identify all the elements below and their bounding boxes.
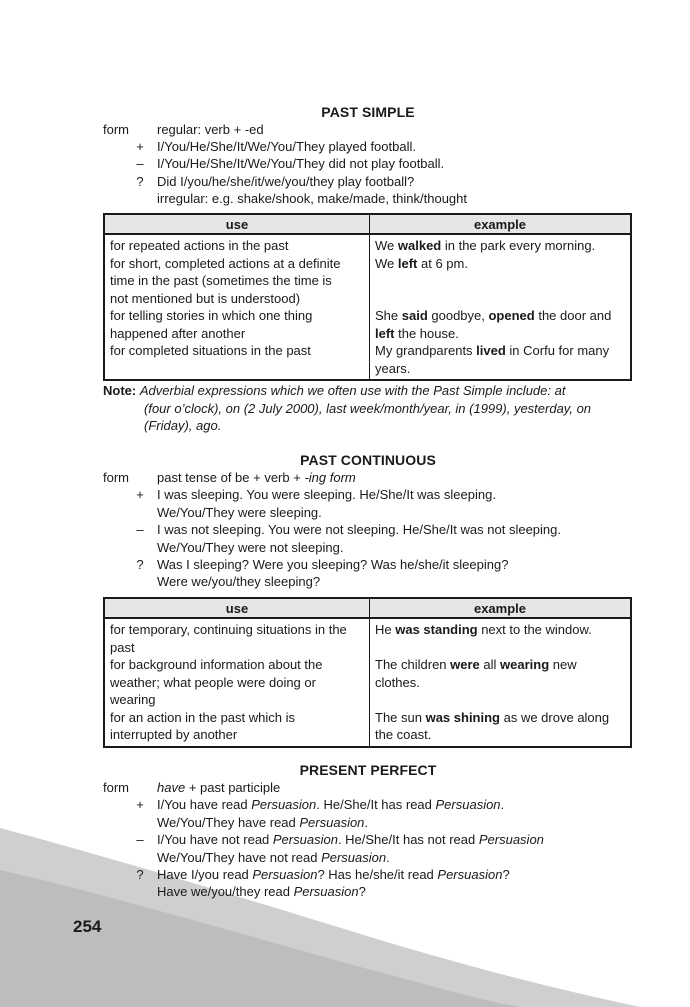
use-line: for short, completed actions at a definite bbox=[110, 255, 341, 271]
example-line: years. bbox=[375, 360, 411, 376]
use-line: happened after another bbox=[110, 325, 246, 341]
example-sentence: We/You/They have read Persuasion. bbox=[157, 815, 369, 830]
note-line: (Friday), ago. bbox=[144, 418, 222, 433]
past-simple-note bbox=[103, 382, 623, 435]
example-sentence: Have we/you/they read Persuasion? bbox=[157, 884, 366, 899]
example-line: We walked in the park every morning. bbox=[375, 238, 596, 253]
plus-symbol: + bbox=[136, 797, 144, 812]
spacer-line bbox=[375, 272, 625, 290]
present-perfect-title: PRESENT PERFECT bbox=[299, 762, 437, 778]
use-line: for telling stories in which one thing bbox=[110, 308, 313, 323]
spacer-line bbox=[375, 691, 625, 709]
page-number: 254 bbox=[73, 917, 102, 936]
example-sentence: I/You have read Persuasion. He/She/It has read Persuasion. bbox=[157, 797, 505, 812]
use-line: time in the past (sometimes the time is bbox=[110, 273, 332, 288]
example-sentence: I was sleeping. You were sleeping. He/She/It was sleeping. bbox=[157, 487, 496, 502]
minus-symbol: – bbox=[136, 156, 144, 171]
use-line: for repeated actions in the past bbox=[110, 238, 289, 253]
minus-symbol: – bbox=[136, 522, 144, 537]
column-header-use: use bbox=[104, 214, 370, 234]
past-simple-table bbox=[103, 213, 632, 381]
spacer-line bbox=[375, 290, 625, 308]
plus-symbol: + bbox=[136, 487, 144, 502]
past-continuous-table bbox=[103, 597, 632, 748]
example-line: left the house. bbox=[375, 325, 459, 341]
example-sentence: Have I/you read Persuasion? Has he/she/it read Persuasion? bbox=[157, 867, 510, 882]
example-cell bbox=[370, 618, 632, 747]
example-sentence: Were we/you/they sleeping? bbox=[157, 574, 321, 589]
plus-symbol: + bbox=[136, 139, 144, 154]
example-cell bbox=[370, 234, 632, 380]
use-line: for an action in the past which is bbox=[110, 709, 295, 725]
form-text: past tense of be + verb + -ing form bbox=[157, 470, 356, 485]
form-label: form bbox=[103, 122, 129, 137]
example-line: She said goodbye, opened the door and bbox=[375, 308, 612, 323]
use-cell bbox=[104, 618, 370, 747]
example-sentence: We/You/They have not read Persuasion. bbox=[157, 850, 390, 865]
example-sentence: We/You/They were not sleeping. bbox=[157, 540, 344, 555]
use-line: not mentioned but is understood) bbox=[110, 290, 301, 306]
note-line: (four o’clock), on (2 July 2000), last week/month/year, in (1999), yesterday, on bbox=[144, 400, 592, 416]
spacer-line bbox=[375, 639, 625, 657]
example-line: My grandparents lived in Corfu for many bbox=[375, 343, 610, 358]
example-sentence: We/You/They were sleeping. bbox=[157, 505, 322, 520]
use-line: wearing bbox=[110, 692, 156, 707]
past-continuous-title: PAST CONTINUOUS bbox=[300, 452, 436, 468]
example-sentence: I/You/He/She/It/We/You/They played football. bbox=[157, 139, 416, 154]
example-line: The children were all wearing new bbox=[375, 657, 577, 672]
use-line: weather; what people were doing or bbox=[110, 674, 316, 690]
example-sentence: I was not sleeping. You were not sleeping. He/She/It was not sleeping. bbox=[157, 522, 561, 537]
question-symbol: ? bbox=[136, 174, 144, 189]
minus-symbol: – bbox=[136, 832, 144, 847]
example-sentence: I/You have not read Persuasion. He/She/It has not read Persuasion bbox=[157, 832, 544, 847]
use-line: for completed situations in the past bbox=[110, 343, 311, 358]
use-line: for temporary, continuing situations in the bbox=[110, 622, 347, 637]
example-line: He was standing next to the window. bbox=[375, 622, 592, 637]
use-line: interrupted by another bbox=[110, 727, 238, 742]
example-line: clothes. bbox=[375, 674, 420, 690]
note-line: Adverbial expressions which we often use with the Past Simple include: at bbox=[139, 383, 566, 398]
use-line: past bbox=[110, 639, 135, 655]
example-line: The sun was shining as we drove along bbox=[375, 709, 610, 725]
question-symbol: ? bbox=[136, 867, 144, 882]
column-header-use: use bbox=[104, 598, 370, 618]
column-header-example: example bbox=[370, 598, 632, 618]
use-line: for background information about the bbox=[110, 657, 323, 672]
question-symbol: ? bbox=[136, 557, 144, 572]
example-line: the coast. bbox=[375, 727, 432, 742]
form-text: regular: verb + -ed bbox=[157, 122, 264, 137]
example-sentence: Was I sleeping? Were you sleeping? Was he/she/it sleeping? bbox=[157, 557, 509, 572]
example-sentence: I/You/He/She/It/We/You/They did not play football. bbox=[157, 156, 445, 171]
form-text: have + past participle bbox=[157, 780, 281, 795]
form-label: form bbox=[103, 780, 129, 795]
use-cell bbox=[104, 234, 370, 380]
example-line: We left at 6 pm. bbox=[375, 255, 468, 271]
past-simple-title: PAST SIMPLE bbox=[321, 104, 415, 120]
note-label: Note: bbox=[103, 383, 137, 398]
irregular-text: irregular: e.g. shake/shook, make/made, think/thought bbox=[157, 191, 468, 206]
example-sentence: Did I/you/he/she/it/we/you/they play football? bbox=[157, 174, 415, 189]
form-label: form bbox=[103, 470, 129, 485]
column-header-example: example bbox=[370, 214, 632, 234]
